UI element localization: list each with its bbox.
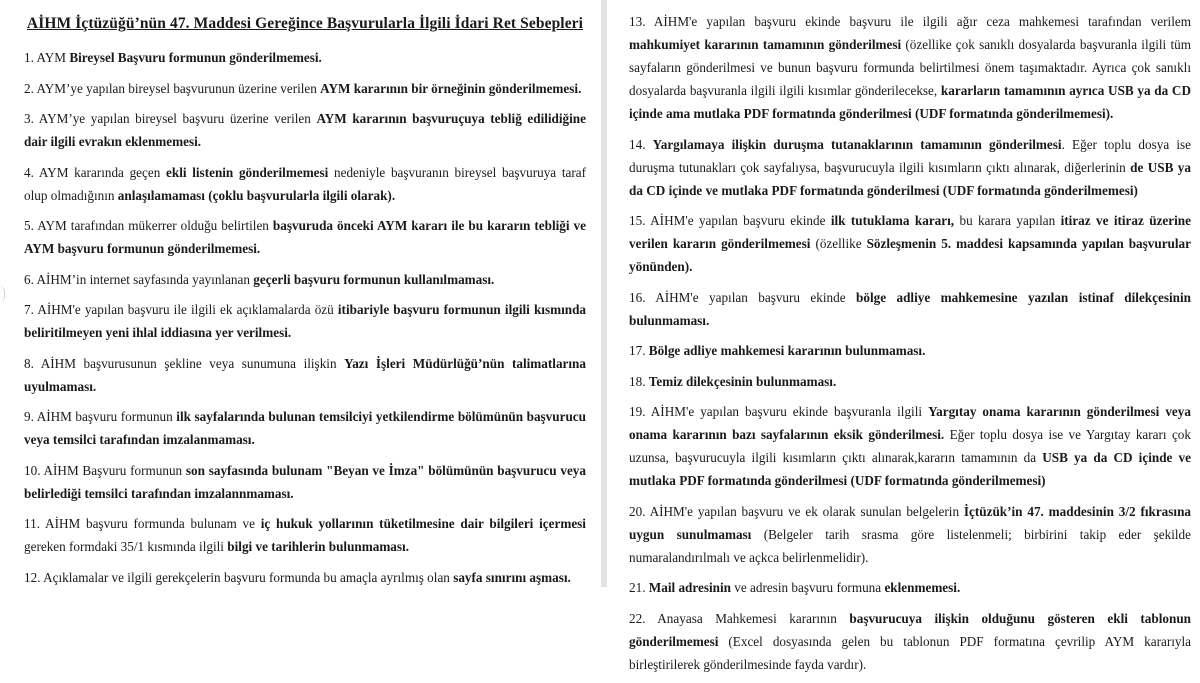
list-item — [629, 209, 1191, 278]
list-item — [629, 286, 1191, 332]
list-item — [629, 133, 1191, 202]
item-number: 18. — [629, 373, 649, 389]
list-item — [24, 459, 586, 505]
left-page — [0, 0, 601, 587]
item-text-bold: itibariyle başvuru formunun ilgili kısmında beliritilmeyen yeni ihlal iddiasına yer verilmesi. — [24, 302, 586, 340]
item-number: 10. — [24, 462, 44, 478]
item-text-bold: Bireysel Başvuru formunun gönderilmemesi. — [69, 50, 322, 65]
item-text-bold: de USB ya da CD içinde ve mutlaka PDF formatında gönderilmesi (UDF formatında gönderilmemesi) — [629, 159, 1191, 198]
item-text-bold: son sayfasında bulunam "Beyan ve İmza" bölümünün başvurucu veya belirlediği temsilci tarafından imzalannmaması. — [24, 462, 586, 501]
item-text-bold: ekli listenin gönderilmemesi — [166, 164, 329, 180]
list-item — [629, 339, 1191, 362]
item-text-bold: ilk tutuklama kararı, — [830, 213, 955, 228]
item-number: 13. — [629, 14, 654, 29]
item-text: AİHM'e yapılan başvuru ekinde — [655, 289, 857, 305]
item-number: 20. — [629, 503, 650, 519]
item-number: 15. — [629, 213, 651, 228]
list-item — [24, 352, 586, 398]
item-number: 22. — [629, 610, 658, 626]
list-item — [629, 607, 1191, 676]
item-text: AİHM başvuru formunda bulunam ve — [45, 516, 261, 531]
item-text: (Belgeler tarih srasma göre listelenmeli; birbirini takip eder şekilde numaralandırılmalı ve açkca belirlenmelidir). — [629, 526, 1191, 565]
list-item — [24, 77, 586, 100]
list-item — [24, 214, 586, 260]
document-title: AİHM İçtüzüğü’nün 47. Maddesi Gereğince Başvurularla İlgili İdari Ret Sebepleri — [26, 15, 584, 32]
item-text: AYM kararında geçen — [38, 164, 167, 180]
item-number: 21. — [629, 580, 649, 595]
item-text-bold: kararların tamamının ayrıca USB ya da CD içinde ama mutlaka PDF formatında gönderilmesi (UDF formatında gönderilmemesi). — [629, 83, 1191, 121]
left-item-list — [24, 46, 586, 589]
item-text-bold: bilgi ve tarihlerin bulunmaması. — [227, 539, 409, 554]
item-number: 6. — [24, 271, 37, 287]
list-item — [629, 576, 1191, 599]
item-text: AİHM Başvuru formunun — [43, 462, 186, 478]
item-text: Açıklamalar ve ilgili gerekçelerin başvuru formunda bu amaçla ayrılmış olan — [43, 569, 454, 585]
item-text-bold: anlaşılamaması (çoklu başvurularla ilgili olarak). — [117, 187, 396, 203]
list-item — [629, 400, 1191, 492]
item-text: AİHM'e yapılan başvuru ekinde başvuru ile ilgili ağır ceza mahkemesi tarafından verilem — [653, 14, 1191, 29]
item-text-bold: Bölge adliye mahkemesi kararının bulunmaması. — [648, 343, 926, 358]
list-item — [24, 405, 586, 451]
item-number: 4. — [24, 164, 39, 180]
list-item — [24, 268, 586, 291]
list-item — [24, 161, 586, 207]
left-page-content — [24, 0, 586, 596]
item-text-bold: Yazı İşleri Müdürlüğü’nün talimatlarına uyulmaması. — [24, 355, 586, 394]
item-text-bold: itiraz ve itiraz üzerine verilen kararın gönderilmemesi — [629, 213, 1191, 251]
item-number: 1. — [24, 50, 37, 65]
item-text: AYM’ye yapılan bireysel başvuru üzerine verilen — [38, 111, 317, 126]
item-number: 11. — [24, 516, 46, 531]
item-text: AİHM'e yapılan başvuru ve ek olarak sunulan belgelerin — [649, 503, 964, 519]
item-text: AİHM başvurusunun şekline veya sunumuna ilişkin — [40, 355, 345, 371]
item-number: 19. — [629, 404, 651, 419]
list-item — [24, 107, 586, 153]
item-text-bold: Temiz dilekçesinin bulunmaması. — [648, 373, 837, 389]
item-text: Eğer toplu dosya ise ve Yargıtay kararı çok uzunsa, başvurucuyla ilgili kısımların çıktı alınarak,kararın tamamının da — [629, 427, 1191, 465]
item-text-bold: başvurucuya ilişkin olduğunu gösteren ekli tablonun gönderilmemesi — [629, 610, 1191, 649]
item-text: (Excel dosyasında gelen bu tablonun PDF formatına çevrilip AYM kararıyla birleştirilerek gönderilmesinde fayda vardır). — [629, 633, 1191, 672]
item-number: 8. — [24, 355, 41, 371]
item-number: 2. — [24, 80, 37, 96]
item-text: bu karara yapılan — [954, 213, 1061, 228]
item-text-bold: mahkumiyet kararının tamamının gönderilmesi — [629, 37, 902, 52]
item-text: AİHM'e yapılan başvuru ekinde başvuranla ilgili — [650, 404, 929, 419]
item-number: 3. — [24, 111, 39, 126]
item-text-bold: İçtüzük’in 47. maddesinin 3/2 fıkrasına uygun sunulmaması — [629, 503, 1191, 542]
list-item — [629, 500, 1191, 569]
page-edge-marker — [0, 286, 5, 302]
item-text: AİHM başvuru formunun — [36, 409, 177, 424]
item-number: 14. — [629, 136, 653, 152]
item-text-bold: AYM kararının başvuruçuya tebliğ edilidiğine dair ilgili evrakın eklenmemesi. — [24, 111, 586, 149]
item-number: 7. — [24, 302, 38, 317]
item-text: Anayasa Mahkemesi kararının — [657, 610, 850, 626]
item-text: (özellike — [810, 236, 867, 251]
item-text-bold: geçerli başvuru formunun kullanılmaması. — [253, 271, 495, 287]
item-text: nedeniyle başvuranın bireysel başvuruya taraf olup olmadığının — [24, 164, 586, 203]
right-page — [607, 0, 1200, 672]
item-text: ve adresin başvuru formuna — [730, 580, 885, 595]
item-text-bold: Yargıtay onama kararının gönderilmesi veya onama kararının bazı sayfalarının eksik gönderilmesi. — [629, 404, 1191, 442]
item-text: AYM tarafından mükerrer olduğu belirtilen — [37, 218, 273, 233]
item-number: 16. — [629, 289, 656, 305]
list-item — [24, 566, 586, 589]
item-text: gereken formdaki 35/1 kısmında ilgili — [24, 539, 228, 554]
item-text-bold: başvuruda önceki AYM kararı ile bu kararın tebliği ve AYM başvuru formunun gönderilmemesi. — [24, 218, 587, 256]
item-text-bold: Mail adresinin — [648, 580, 731, 595]
item-text: AİHM'e yapılan başvuru ile ilgili ek açıklamalarda özü — [37, 302, 338, 317]
item-text-bold: bölge adliye mahkemesine yazılan istinaf dilekçesinin bulunmaması. — [629, 289, 1191, 328]
item-text: (özellike çok sanıklı dosyalarda başvuranla ilgili tüm sayfaların gönderilmesi ve bunun başvuru formunda belirtilmesi önem taşımaktadır. Ayrıca çok sanıklı dosyalarda başvuranla ilgili ilgili kısımlar gönderilecekse, — [629, 37, 1191, 98]
item-text-bold: AYM kararının bir örneğinin gönderilmemesi. — [320, 80, 582, 96]
item-text-bold: Yargılamaya ilişkin duruşma tutanaklarının tamamının gönderilmesi — [652, 136, 1062, 152]
list-item — [24, 512, 586, 558]
item-text: AİHM'e yapılan başvuru ekinde — [650, 213, 831, 228]
list-item — [24, 46, 586, 69]
item-text: AİHM’in internet sayfasında yayınlanan — [36, 271, 254, 287]
list-item — [629, 370, 1191, 393]
item-number: 12. — [24, 569, 44, 585]
list-item — [24, 298, 586, 344]
item-text-bold: Sözleşmenin 5. maddesi kapsamında yapılan başvurular yönünden). — [629, 236, 1191, 274]
item-number: 9. — [24, 409, 37, 424]
item-number: 17. — [629, 343, 649, 358]
item-number: 5. — [24, 218, 38, 233]
item-text: . Eğer toplu dosya ise duruşma tutunakları çok sayfalıysa, başvurucuyla ilgili kısımların çıktı alınarak, diğerlerinin — [629, 136, 1192, 175]
item-text: AYM’ye yapılan bireysel başvurunun üzerine verilen — [36, 80, 321, 96]
right-page-content — [629, 10, 1191, 683]
item-text-bold: iç hukuk yollarının tüketilmesine dair bilgileri içermesi — [260, 516, 586, 531]
item-text-bold: sayfa sınırını aşması. — [453, 569, 571, 585]
item-text-bold: USB ya da CD içinde ve mutlaka PDF formatında gönderilmesi (UDF formatında gönderilmemesi) — [629, 450, 1191, 488]
list-item — [629, 10, 1191, 125]
item-text-bold: eklenmemesi. — [884, 580, 961, 595]
item-text: AYM — [36, 50, 70, 65]
item-text-bold: ilk sayfalarında bulunan temsilciyi yetkilendirme bölümünün başvurucu veya temsilci tarafından imzalanmaması. — [24, 409, 586, 447]
